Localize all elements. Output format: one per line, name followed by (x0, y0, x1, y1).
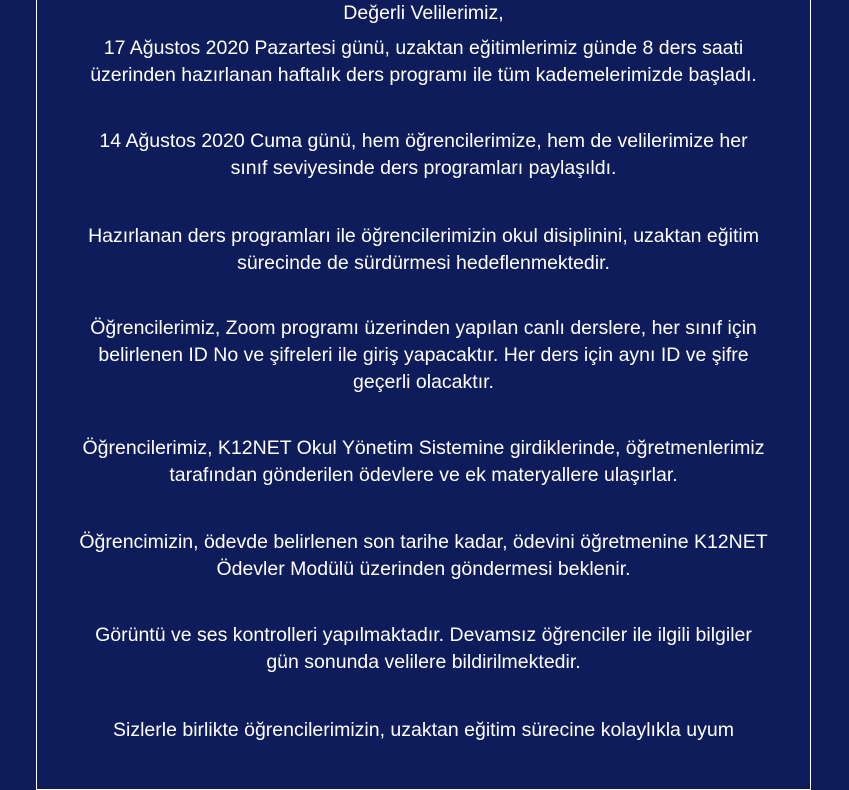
paragraph-line: gün sonunda velilere bildirilmektedir. (266, 651, 581, 673)
letter-greeting: Değerli Velilerimiz, (343, 2, 504, 24)
paragraph-line: 17 Ağustos 2020 Pazartesi günü, uzaktan eğitimlerimiz günde 8 ders saati (103, 37, 744, 59)
paragraph-line: sürecinde de sürdürmesi hedeflenmektedir. (237, 252, 610, 274)
paragraph-line: Öğrencilerimiz, Zoom programı üzerinden yapılan canlı derslere, her sınıf için (90, 317, 757, 339)
paragraph-line: tarafından gönderilen ödevlere ve ek materyallere ulaşırlar. (169, 464, 678, 486)
paragraph-line: Öğrencilerimiz, K12NET Okul Yönetim Sistemine girdiklerinde, öğretmenlerimiz (82, 437, 765, 459)
paragraph-line: Hazırlanan ders programları ile öğrencilerimizin okul disiplinini, uzaktan eğitim (88, 225, 759, 247)
paragraph-line: Görüntü ve ses kontrolleri yapılmaktadır. Devamsız öğrenciler ile ilgili bilgiler (95, 624, 752, 646)
paragraph-line: üzerinden hazırlanan haftalık ders programı ile tüm kademelerimizde başladı. (90, 64, 757, 86)
paragraph-line: Sizlerle birlikte öğrencilerimizin, uzaktan eğitim sürecine kolaylıkla uyum (113, 719, 734, 741)
paragraph-4 (37, 315, 810, 396)
paragraph-2 (37, 128, 810, 182)
paragraph-line: Öğrencimizin, ödevde belirlenen son tarihe kadar, ödevini öğretmenine K12NET (79, 531, 768, 553)
paragraph-8 (37, 717, 810, 744)
paragraph-line: Ödevler Modülü üzerinden göndermesi beklenir. (216, 558, 631, 580)
paragraph-3 (37, 223, 810, 277)
paragraph-1 (37, 35, 810, 89)
paragraph-line: sınıf seviyesinde ders programları paylaşıldı. (230, 157, 617, 179)
paragraph-line: geçerli olacaktır. (353, 371, 494, 393)
paragraph-line: 14 Ağustos 2020 Cuma günü, hem öğrencilerimize, hem de velilerimize her (99, 130, 748, 152)
paragraph-5 (37, 435, 810, 489)
paragraph-line: belirlenen ID No ve şifreleri ile giriş yapacaktır. Her ders için aynı ID ve şifre (98, 344, 749, 366)
paragraph-6 (37, 529, 810, 583)
paragraph-7 (37, 622, 810, 676)
